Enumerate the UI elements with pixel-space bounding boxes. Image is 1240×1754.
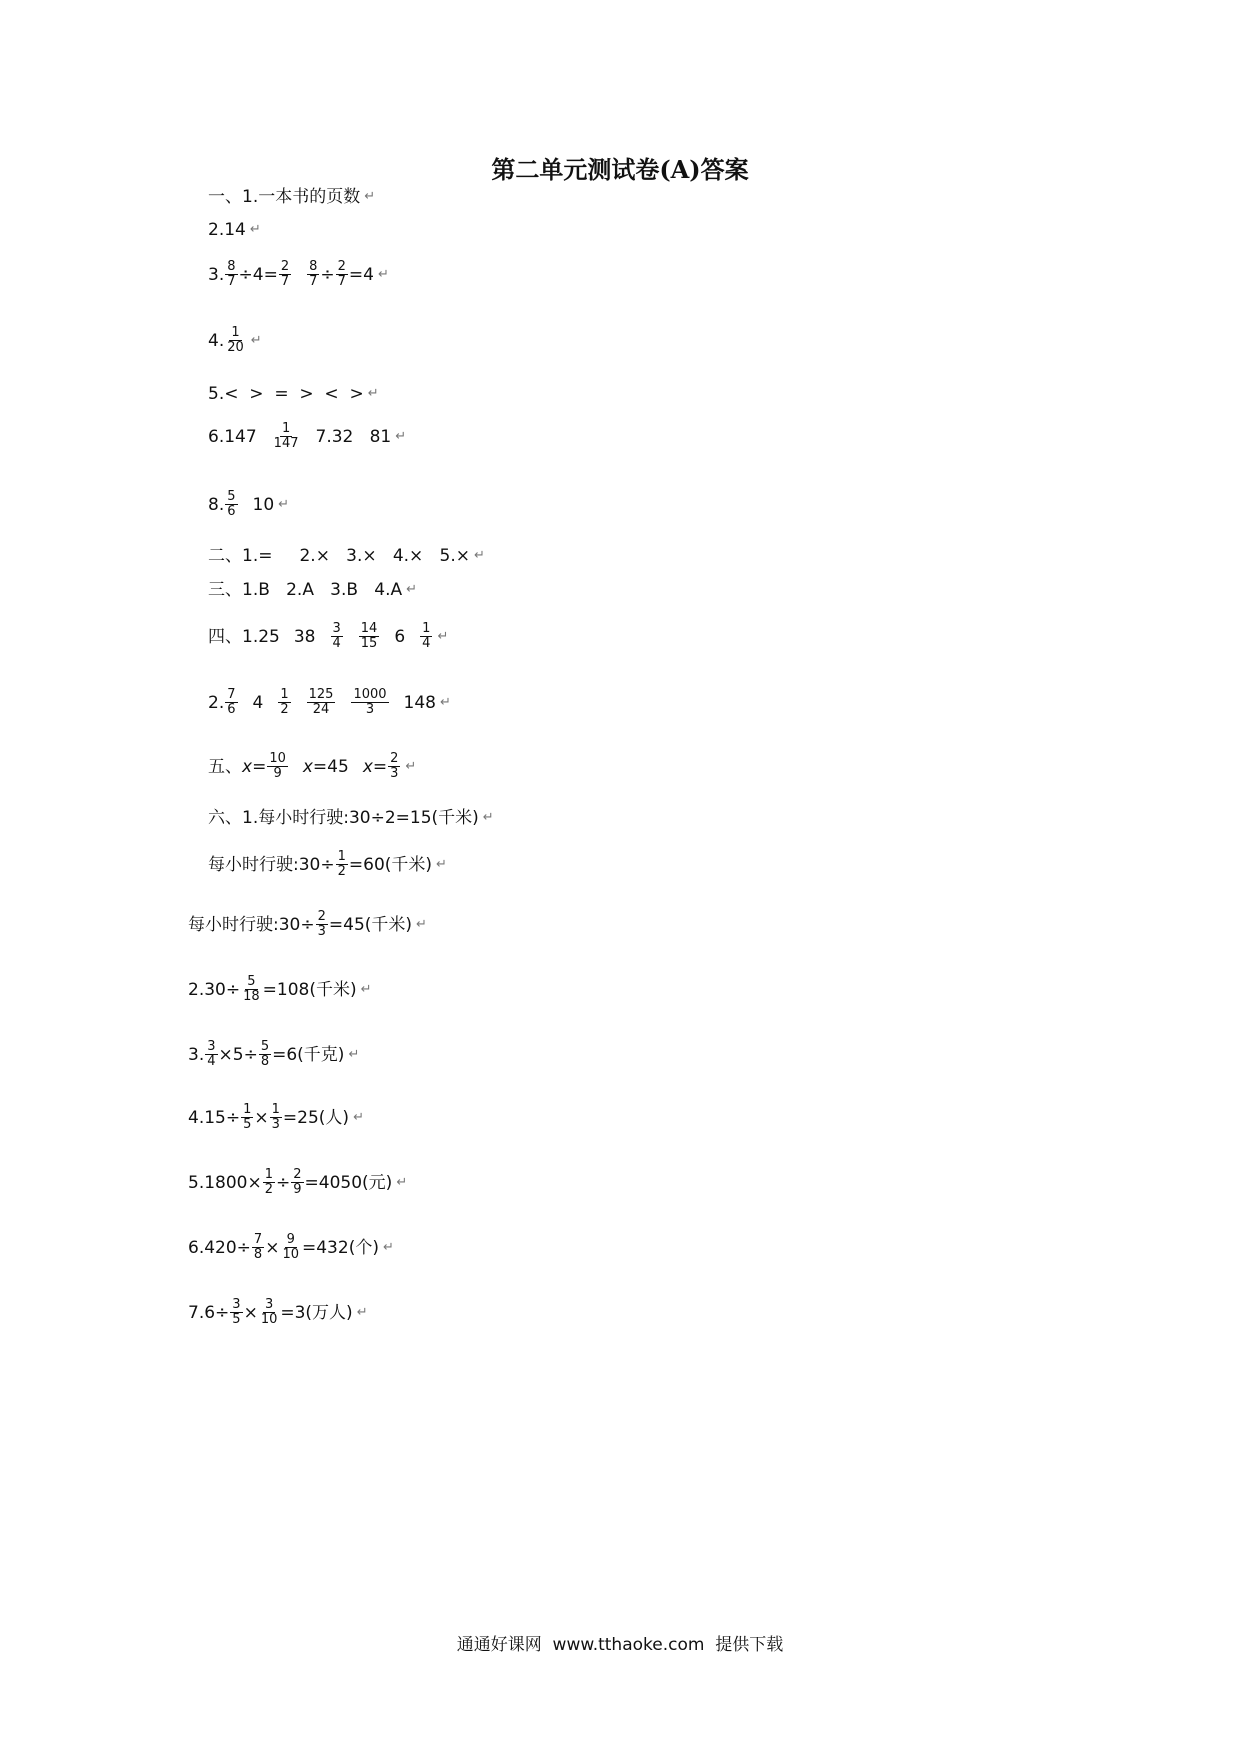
answer-6-5 [188, 1168, 407, 1197]
numerator: 1 [264, 1167, 274, 1182]
answer-text: =3(万人) [280, 1302, 353, 1323]
answer-1-5 [208, 383, 379, 405]
answer-text: ×5÷ [218, 1044, 258, 1065]
return-mark: ↵ [249, 222, 261, 237]
answer-text: 2.30÷ [188, 979, 241, 1000]
return-mark: ↵ [377, 266, 389, 282]
answer-text: =25(人) [282, 1107, 350, 1128]
return-mark: ↵ [367, 386, 379, 401]
answer-text: = [252, 756, 267, 777]
return-mark: ↵ [278, 496, 290, 512]
answer-text: 每小时行驶:30÷ [188, 914, 315, 935]
answer-6-6 [188, 1233, 394, 1262]
numerator: 5 [227, 489, 236, 504]
return-mark: ↵ [353, 1109, 364, 1125]
fraction [241, 975, 262, 1004]
answer-text: × [243, 1302, 258, 1323]
denominator: 5 [243, 1117, 252, 1132]
return-mark: ↵ [436, 856, 447, 872]
fraction [307, 260, 319, 289]
answer-text: 4. [208, 330, 225, 351]
answer-text: =6(千克) [272, 1044, 345, 1065]
answer-section-5 [208, 752, 416, 781]
variable-x: x [302, 756, 313, 777]
denominator: 147 [273, 436, 299, 451]
fraction [279, 260, 291, 289]
numerator: 14 [360, 621, 378, 636]
denominator: 10 [260, 1312, 278, 1327]
fraction [336, 850, 348, 879]
fraction [270, 1103, 282, 1132]
denominator: 3 [390, 766, 399, 781]
numerator: 5 [247, 974, 256, 989]
fraction [336, 260, 348, 289]
answer-1-3 [208, 260, 389, 289]
answer-text: 6.147 [208, 426, 257, 447]
answer-4-1 [208, 622, 448, 651]
answer-text: 8. [208, 494, 225, 515]
return-mark: ↵ [348, 1046, 360, 1062]
numerator: 7 [253, 1232, 263, 1247]
numerator: 10 [269, 751, 286, 766]
return-mark: ↵ [440, 694, 451, 710]
denominator: 3 [365, 702, 375, 717]
numerator: 5 [260, 1039, 270, 1054]
denominator: 24 [312, 702, 330, 717]
denominator: 3 [317, 924, 326, 939]
numerator: 3 [264, 1297, 274, 1312]
page-title: 第二单元测试卷(A)答案 [491, 155, 749, 184]
answer-text: 3. [208, 264, 225, 285]
fraction [259, 1298, 280, 1327]
denominator: 4 [332, 636, 341, 651]
answer-text: =108(千米) [262, 979, 357, 1000]
return-mark: ↵ [473, 548, 485, 563]
numerator: 1 [271, 1102, 280, 1117]
fraction [316, 910, 328, 939]
return-mark: ↵ [382, 1239, 394, 1255]
answer-text: 一、1.一本书的页数 [208, 187, 361, 207]
fraction [205, 1040, 217, 1069]
numerator: 8 [309, 259, 318, 274]
answer-1-6 [208, 422, 406, 451]
fraction [351, 688, 388, 717]
numerator: 125 [308, 687, 334, 702]
answer-1-1 [208, 186, 375, 208]
answer-section-2 [208, 545, 485, 567]
denominator: 7 [337, 274, 346, 289]
answer-text: =60(千米) [348, 854, 433, 875]
answer-6-7 [188, 1298, 368, 1327]
return-mark: ↵ [395, 428, 407, 444]
answer-text: 10 [252, 494, 275, 515]
answer-text: ÷ [276, 1172, 291, 1193]
numerator: 1 [243, 1102, 252, 1117]
denominator: 10 [282, 1247, 299, 1262]
denominator: 6 [227, 702, 236, 717]
answer-text: 2.14 [208, 220, 246, 240]
footer-watermark: 通通好课网 www.tthaoke.com 提供下载 [456, 1635, 784, 1655]
denominator: 15 [360, 636, 378, 651]
numerator: 3 [332, 621, 341, 636]
answer-text: × [254, 1107, 269, 1128]
numerator: 1 [231, 325, 240, 340]
numerator: 2 [390, 751, 399, 766]
answer-6-4 [188, 1103, 364, 1132]
answer-text: 5.< > = > < > [208, 384, 364, 404]
fraction [278, 688, 290, 717]
answer-text: 四、1.25 [208, 626, 280, 647]
answer-text: =432(个) [302, 1237, 379, 1258]
fraction [259, 1040, 271, 1069]
answer-text: × [265, 1237, 280, 1258]
answer-6-3 [188, 1040, 359, 1069]
denominator: 6 [227, 504, 236, 519]
numerator: 2 [280, 259, 290, 274]
numerator: 7 [227, 687, 236, 702]
fraction [225, 326, 246, 355]
return-mark: ↵ [356, 1304, 368, 1320]
answer-text: =4 [348, 264, 374, 285]
denominator: 9 [273, 766, 282, 781]
answer-1-4 [208, 326, 262, 355]
fraction [291, 1168, 303, 1197]
answer-text: = [372, 756, 388, 777]
fraction [230, 1298, 242, 1327]
numerator: 1000 [353, 687, 387, 702]
answer-text: =45(千米) [328, 914, 413, 935]
answer-6-2 [188, 975, 372, 1004]
answer-text: 7.32 81 [315, 426, 392, 447]
denominator: 20 [227, 340, 244, 355]
variable-x: x [362, 756, 373, 777]
denominator: 7 [309, 274, 318, 289]
answer-text: 4 [252, 692, 264, 713]
fraction [280, 1233, 301, 1262]
denominator: 7 [227, 274, 236, 289]
fraction [388, 752, 400, 781]
fraction [241, 1103, 253, 1132]
denominator: 18 [243, 989, 260, 1004]
answer-text: ÷ [320, 264, 335, 285]
return-mark: ↵ [416, 916, 427, 932]
denominator: 9 [293, 1182, 302, 1197]
return-mark: ↵ [482, 810, 494, 825]
answer-text: =45 [312, 756, 349, 777]
answer-text: 148 [403, 692, 436, 713]
denominator: 5 [232, 1312, 241, 1327]
fraction [420, 622, 432, 651]
return-mark: ↵ [406, 582, 418, 597]
return-mark: ↵ [250, 332, 262, 348]
answer-1-2 [208, 219, 261, 241]
numerator: 2 [317, 909, 326, 924]
answer-text: 4.15÷ [188, 1107, 241, 1128]
answer-text: 38 [293, 626, 316, 647]
answer-text: =4050(元) [304, 1172, 393, 1193]
fraction [272, 422, 301, 451]
numerator: 2 [337, 259, 346, 274]
fraction [225, 490, 237, 519]
fraction [252, 1233, 264, 1262]
denominator: 2 [264, 1182, 274, 1197]
fraction [263, 1168, 275, 1197]
fraction [307, 688, 336, 717]
answer-6-1c [188, 910, 427, 939]
return-mark: ↵ [437, 628, 449, 644]
answer-text: 6.420÷ [188, 1237, 251, 1258]
answer-text: 六、1.每小时行驶:30÷2=15(千米) [208, 808, 479, 828]
fraction [331, 622, 343, 651]
numerator: 1 [337, 849, 346, 864]
answer-text: ÷4= [238, 264, 278, 285]
numerator: 3 [207, 1039, 216, 1054]
answer-4-2 [208, 688, 451, 717]
return-mark: ↵ [405, 758, 417, 774]
answer-1-8 [208, 490, 289, 519]
answer-6-1 [208, 807, 494, 829]
return-mark: ↵ [396, 1174, 408, 1190]
answer-text: 二、1.= 2.× 3.× 4.× 5.× [208, 546, 470, 566]
denominator: 7 [280, 274, 290, 289]
fraction [359, 622, 380, 651]
denominator: 3 [271, 1117, 280, 1132]
answer-text: 2. [208, 692, 225, 713]
answer-text: 每小时行驶:30÷ [208, 854, 335, 875]
denominator: 4 [422, 636, 431, 651]
answer-6-1b [208, 850, 447, 879]
variable-x: x [242, 756, 253, 777]
denominator: 2 [280, 702, 289, 717]
answer-text: 3. [188, 1044, 205, 1065]
return-mark: ↵ [360, 981, 372, 997]
answer-text: 6 [394, 626, 406, 647]
answer-text: 5.1800× [188, 1172, 262, 1193]
numerator: 3 [232, 1297, 241, 1312]
fraction [267, 752, 288, 781]
numerator: 1 [280, 687, 289, 702]
numerator: 8 [227, 259, 236, 274]
return-mark: ↵ [364, 189, 376, 204]
denominator: 8 [253, 1247, 263, 1262]
numerator: 2 [293, 1167, 302, 1182]
numerator: 9 [286, 1232, 295, 1247]
fraction [225, 688, 237, 717]
answer-text: 三、1.B 2.A 3.B 4.A [208, 580, 403, 600]
numerator: 1 [281, 421, 291, 436]
answer-text: 7.6÷ [188, 1302, 230, 1323]
answer-section-3 [208, 579, 417, 601]
numerator: 1 [422, 621, 431, 636]
fraction [225, 260, 237, 289]
denominator: 4 [207, 1054, 216, 1069]
denominator: 8 [260, 1054, 270, 1069]
answer-text: 五、 [208, 756, 242, 777]
denominator: 2 [337, 864, 346, 879]
